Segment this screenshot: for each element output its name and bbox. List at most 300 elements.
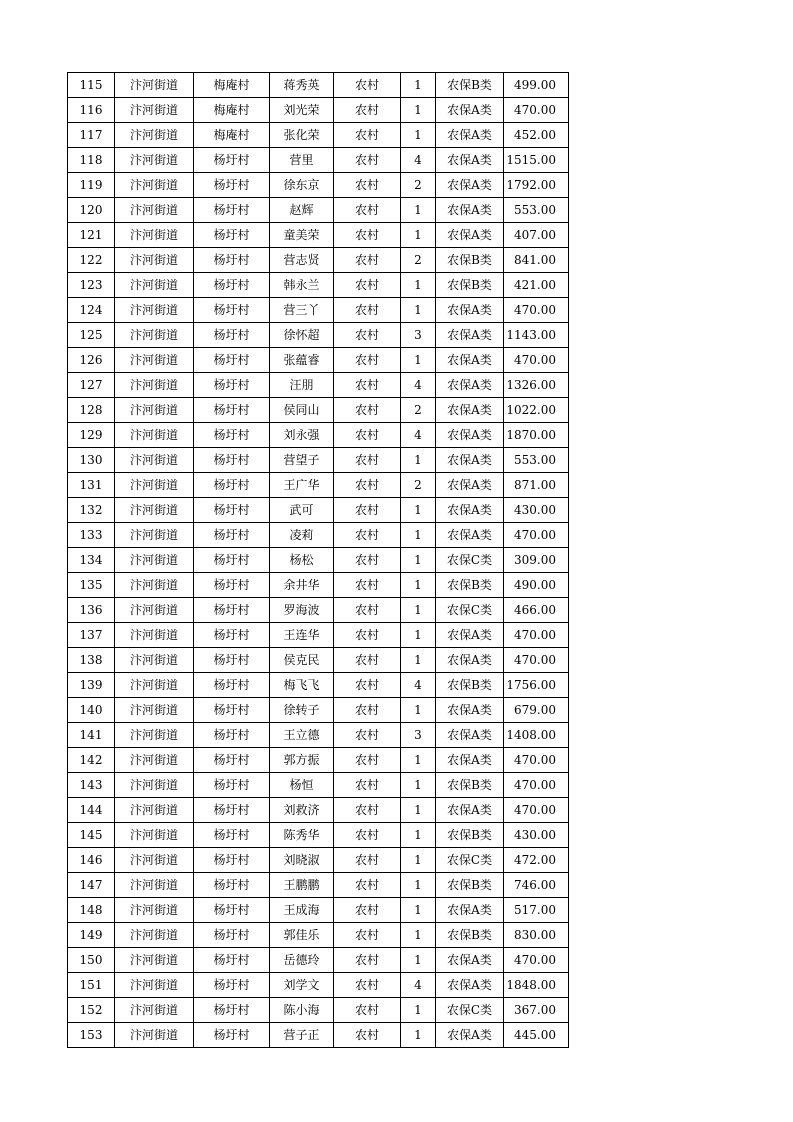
cell-village: 杨圩村 [194, 773, 270, 798]
cell-amount: 470.00 [504, 98, 569, 123]
cell-name: 刘晓淑 [270, 848, 334, 873]
cell-village: 杨圩村 [194, 398, 270, 423]
cell-insurance-category: 农保A类 [436, 98, 504, 123]
cell-name: 徐转子 [270, 698, 334, 723]
cell-area-type: 农村 [334, 498, 401, 523]
table-row [68, 423, 569, 448]
cell-insurance-category: 农保A类 [436, 473, 504, 498]
cell-subdistrict: 汴河街道 [115, 373, 194, 398]
cell-name: 营志贤 [270, 248, 334, 273]
cell-household-size: 1 [401, 598, 436, 623]
cell-village: 杨圩村 [194, 948, 270, 973]
cell-insurance-category: 农保B类 [436, 873, 504, 898]
cell-insurance-category: 农保C类 [436, 548, 504, 573]
cell-name: 汪朋 [270, 373, 334, 398]
cell-amount: 517.00 [504, 898, 569, 923]
cell-household-size: 4 [401, 673, 436, 698]
cell-household-size: 2 [401, 398, 436, 423]
cell-amount: 490.00 [504, 573, 569, 598]
cell-area-type: 农村 [334, 623, 401, 648]
cell-amount: 1848.00 [504, 973, 569, 998]
cell-area-type: 农村 [334, 548, 401, 573]
cell-subdistrict: 汴河街道 [115, 623, 194, 648]
table-row [68, 448, 569, 473]
table-row [68, 598, 569, 623]
cell-insurance-category: 农保A类 [436, 323, 504, 348]
cell-index: 151 [68, 973, 115, 998]
cell-village: 杨圩村 [194, 723, 270, 748]
cell-area-type: 农村 [334, 823, 401, 848]
cell-subdistrict: 汴河街道 [115, 348, 194, 373]
table-row [68, 498, 569, 523]
cell-insurance-category: 农保C类 [436, 598, 504, 623]
cell-index: 125 [68, 323, 115, 348]
cell-index: 127 [68, 373, 115, 398]
cell-subdistrict: 汴河街道 [115, 423, 194, 448]
cell-area-type: 农村 [334, 923, 401, 948]
cell-amount: 309.00 [504, 548, 569, 573]
cell-name: 蒋秀英 [270, 73, 334, 98]
cell-index: 121 [68, 223, 115, 248]
cell-subdistrict: 汴河街道 [115, 73, 194, 98]
table-row [68, 148, 569, 173]
cell-household-size: 1 [401, 848, 436, 873]
cell-household-size: 1 [401, 748, 436, 773]
cell-name: 赵辉 [270, 198, 334, 223]
cell-area-type: 农村 [334, 123, 401, 148]
table-row [68, 923, 569, 948]
cell-village: 杨圩村 [194, 798, 270, 823]
cell-village: 梅庵村 [194, 73, 270, 98]
cell-insurance-category: 农保B类 [436, 923, 504, 948]
cell-insurance-category: 农保A类 [436, 948, 504, 973]
cell-household-size: 1 [401, 573, 436, 598]
cell-amount: 1326.00 [504, 373, 569, 398]
cell-index: 144 [68, 798, 115, 823]
cell-amount: 1870.00 [504, 423, 569, 448]
cell-village: 杨圩村 [194, 323, 270, 348]
cell-amount: 430.00 [504, 498, 569, 523]
cell-insurance-category: 农保A类 [436, 623, 504, 648]
cell-village: 杨圩村 [194, 823, 270, 848]
cell-area-type: 农村 [334, 798, 401, 823]
cell-name: 刘永强 [270, 423, 334, 448]
table-row [68, 648, 569, 673]
cell-village: 杨圩村 [194, 298, 270, 323]
cell-insurance-category: 农保A类 [436, 398, 504, 423]
table-row [68, 173, 569, 198]
cell-index: 132 [68, 498, 115, 523]
cell-village: 杨圩村 [194, 998, 270, 1023]
cell-index: 134 [68, 548, 115, 573]
cell-subdistrict: 汴河街道 [115, 598, 194, 623]
cell-insurance-category: 农保B类 [436, 248, 504, 273]
cell-area-type: 农村 [334, 373, 401, 398]
cell-index: 137 [68, 623, 115, 648]
table-row [68, 198, 569, 223]
cell-area-type: 农村 [334, 423, 401, 448]
table-row [68, 223, 569, 248]
cell-index: 148 [68, 898, 115, 923]
cell-name: 张化荣 [270, 123, 334, 148]
cell-village: 杨圩村 [194, 273, 270, 298]
table-row [68, 298, 569, 323]
table-row [68, 548, 569, 573]
cell-subdistrict: 汴河街道 [115, 973, 194, 998]
cell-area-type: 农村 [334, 573, 401, 598]
cell-village: 梅庵村 [194, 98, 270, 123]
cell-index: 147 [68, 873, 115, 898]
cell-amount: 470.00 [504, 748, 569, 773]
cell-village: 杨圩村 [194, 473, 270, 498]
cell-subdistrict: 汴河街道 [115, 548, 194, 573]
cell-amount: 1515.00 [504, 148, 569, 173]
cell-name: 陈小海 [270, 998, 334, 1023]
cell-index: 124 [68, 298, 115, 323]
table-row [68, 798, 569, 823]
cell-subdistrict: 汴河街道 [115, 223, 194, 248]
cell-insurance-category: 农保C类 [436, 848, 504, 873]
cell-village: 杨圩村 [194, 673, 270, 698]
cell-amount: 499.00 [504, 73, 569, 98]
cell-village: 杨圩村 [194, 698, 270, 723]
cell-village: 杨圩村 [194, 148, 270, 173]
cell-subdistrict: 汴河街道 [115, 198, 194, 223]
cell-insurance-category: 农保A类 [436, 1023, 504, 1048]
table-row [68, 1023, 569, 1048]
cell-subdistrict: 汴河街道 [115, 448, 194, 473]
table-row [68, 323, 569, 348]
cell-village: 杨圩村 [194, 373, 270, 398]
cell-village: 杨圩村 [194, 548, 270, 573]
table-row [68, 623, 569, 648]
cell-area-type: 农村 [334, 273, 401, 298]
table-row [68, 773, 569, 798]
cell-subdistrict: 汴河街道 [115, 648, 194, 673]
cell-amount: 871.00 [504, 473, 569, 498]
cell-subdistrict: 汴河街道 [115, 798, 194, 823]
cell-amount: 470.00 [504, 773, 569, 798]
cell-village: 杨圩村 [194, 973, 270, 998]
cell-village: 杨圩村 [194, 198, 270, 223]
cell-amount: 445.00 [504, 1023, 569, 1048]
cell-insurance-category: 农保A类 [436, 448, 504, 473]
cell-village: 杨圩村 [194, 623, 270, 648]
cell-area-type: 农村 [334, 523, 401, 548]
table-row [68, 523, 569, 548]
cell-index: 115 [68, 73, 115, 98]
cell-village: 杨圩村 [194, 748, 270, 773]
cell-subdistrict: 汴河街道 [115, 273, 194, 298]
cell-household-size: 2 [401, 173, 436, 198]
cell-area-type: 农村 [334, 998, 401, 1023]
cell-insurance-category: 农保B类 [436, 673, 504, 698]
cell-village: 杨圩村 [194, 923, 270, 948]
cell-name: 韩永兰 [270, 273, 334, 298]
records-table-body [68, 73, 569, 1048]
cell-household-size: 4 [401, 973, 436, 998]
cell-household-size: 1 [401, 1023, 436, 1048]
cell-subdistrict: 汴河街道 [115, 98, 194, 123]
cell-name: 郭佳乐 [270, 923, 334, 948]
cell-household-size: 1 [401, 923, 436, 948]
cell-index: 153 [68, 1023, 115, 1048]
cell-name: 刘救济 [270, 798, 334, 823]
cell-household-size: 1 [401, 523, 436, 548]
cell-amount: 746.00 [504, 873, 569, 898]
cell-index: 143 [68, 773, 115, 798]
cell-area-type: 农村 [334, 198, 401, 223]
table-row [68, 248, 569, 273]
cell-name: 余井华 [270, 573, 334, 598]
cell-index: 136 [68, 598, 115, 623]
cell-area-type: 农村 [334, 223, 401, 248]
cell-index: 140 [68, 698, 115, 723]
cell-name: 侯克民 [270, 648, 334, 673]
cell-name: 武可 [270, 498, 334, 523]
cell-household-size: 3 [401, 723, 436, 748]
cell-area-type: 农村 [334, 398, 401, 423]
cell-subdistrict: 汴河街道 [115, 998, 194, 1023]
cell-index: 133 [68, 523, 115, 548]
table-row [68, 973, 569, 998]
cell-household-size: 1 [401, 798, 436, 823]
cell-name: 王鹏鹏 [270, 873, 334, 898]
cell-area-type: 农村 [334, 773, 401, 798]
table-row [68, 473, 569, 498]
cell-insurance-category: 农保A类 [436, 698, 504, 723]
cell-index: 129 [68, 423, 115, 448]
cell-village: 杨圩村 [194, 248, 270, 273]
cell-subdistrict: 汴河街道 [115, 523, 194, 548]
cell-subdistrict: 汴河街道 [115, 173, 194, 198]
cell-insurance-category: 农保B类 [436, 273, 504, 298]
cell-index: 139 [68, 673, 115, 698]
cell-insurance-category: 农保A类 [436, 798, 504, 823]
cell-area-type: 农村 [334, 898, 401, 923]
cell-subdistrict: 汴河街道 [115, 773, 194, 798]
cell-village: 杨圩村 [194, 848, 270, 873]
cell-index: 142 [68, 748, 115, 773]
cell-subdistrict: 汴河街道 [115, 748, 194, 773]
cell-area-type: 农村 [334, 173, 401, 198]
cell-village: 杨圩村 [194, 348, 270, 373]
table-row [68, 698, 569, 723]
cell-amount: 841.00 [504, 248, 569, 273]
cell-index: 123 [68, 273, 115, 298]
cell-area-type: 农村 [334, 698, 401, 723]
cell-village: 杨圩村 [194, 648, 270, 673]
cell-subdistrict: 汴河街道 [115, 573, 194, 598]
cell-insurance-category: 农保A类 [436, 648, 504, 673]
cell-subdistrict: 汴河街道 [115, 723, 194, 748]
cell-subdistrict: 汴河街道 [115, 898, 194, 923]
cell-household-size: 1 [401, 623, 436, 648]
cell-household-size: 1 [401, 498, 436, 523]
cell-household-size: 4 [401, 373, 436, 398]
cell-amount: 430.00 [504, 823, 569, 848]
cell-village: 杨圩村 [194, 898, 270, 923]
cell-subdistrict: 汴河街道 [115, 873, 194, 898]
records-table [67, 72, 569, 1048]
cell-village: 杨圩村 [194, 573, 270, 598]
cell-insurance-category: 农保A类 [436, 373, 504, 398]
cell-area-type: 农村 [334, 323, 401, 348]
cell-area-type: 农村 [334, 598, 401, 623]
cell-index: 138 [68, 648, 115, 673]
cell-index: 150 [68, 948, 115, 973]
cell-village: 杨圩村 [194, 448, 270, 473]
cell-name: 梅飞飞 [270, 673, 334, 698]
cell-area-type: 农村 [334, 848, 401, 873]
cell-amount: 452.00 [504, 123, 569, 148]
cell-amount: 553.00 [504, 448, 569, 473]
cell-name: 营子正 [270, 1023, 334, 1048]
cell-area-type: 农村 [334, 298, 401, 323]
cell-amount: 470.00 [504, 623, 569, 648]
cell-area-type: 农村 [334, 248, 401, 273]
table-row [68, 673, 569, 698]
cell-household-size: 2 [401, 248, 436, 273]
cell-insurance-category: 农保A类 [436, 523, 504, 548]
cell-village: 杨圩村 [194, 173, 270, 198]
cell-household-size: 1 [401, 698, 436, 723]
cell-name: 徐怀超 [270, 323, 334, 348]
cell-amount: 1792.00 [504, 173, 569, 198]
cell-index: 119 [68, 173, 115, 198]
cell-subdistrict: 汴河街道 [115, 948, 194, 973]
cell-insurance-category: 农保A类 [436, 898, 504, 923]
cell-household-size: 1 [401, 998, 436, 1023]
cell-insurance-category: 农保A类 [436, 748, 504, 773]
cell-village: 杨圩村 [194, 423, 270, 448]
cell-household-size: 1 [401, 448, 436, 473]
cell-household-size: 1 [401, 273, 436, 298]
cell-household-size: 1 [401, 773, 436, 798]
cell-name: 王连华 [270, 623, 334, 648]
cell-village: 杨圩村 [194, 1023, 270, 1048]
cell-area-type: 农村 [334, 948, 401, 973]
cell-index: 118 [68, 148, 115, 173]
cell-index: 120 [68, 198, 115, 223]
cell-insurance-category: 农保A类 [436, 223, 504, 248]
cell-name: 王成海 [270, 898, 334, 923]
cell-household-size: 4 [401, 148, 436, 173]
cell-index: 122 [68, 248, 115, 273]
cell-household-size: 1 [401, 823, 436, 848]
table-row [68, 948, 569, 973]
cell-index: 149 [68, 923, 115, 948]
cell-amount: 421.00 [504, 273, 569, 298]
cell-subdistrict: 汴河街道 [115, 248, 194, 273]
cell-name: 刘学文 [270, 973, 334, 998]
cell-insurance-category: 农保A类 [436, 198, 504, 223]
cell-amount: 830.00 [504, 923, 569, 948]
table-row [68, 898, 569, 923]
cell-insurance-category: 农保B类 [436, 773, 504, 798]
cell-name: 王广华 [270, 473, 334, 498]
cell-subdistrict: 汴河街道 [115, 1023, 194, 1048]
cell-name: 营里 [270, 148, 334, 173]
cell-subdistrict: 汴河街道 [115, 498, 194, 523]
cell-area-type: 农村 [334, 1023, 401, 1048]
cell-village: 杨圩村 [194, 498, 270, 523]
table-row [68, 748, 569, 773]
table-row [68, 373, 569, 398]
cell-area-type: 农村 [334, 73, 401, 98]
cell-household-size: 1 [401, 98, 436, 123]
cell-area-type: 农村 [334, 148, 401, 173]
table-row [68, 398, 569, 423]
cell-subdistrict: 汴河街道 [115, 398, 194, 423]
cell-amount: 1756.00 [504, 673, 569, 698]
cell-index: 135 [68, 573, 115, 598]
cell-area-type: 农村 [334, 98, 401, 123]
cell-name: 营望子 [270, 448, 334, 473]
cell-name: 童美荣 [270, 223, 334, 248]
table-row [68, 873, 569, 898]
cell-village: 杨圩村 [194, 598, 270, 623]
cell-amount: 470.00 [504, 523, 569, 548]
cell-area-type: 农村 [334, 873, 401, 898]
cell-amount: 470.00 [504, 348, 569, 373]
cell-amount: 470.00 [504, 798, 569, 823]
cell-amount: 466.00 [504, 598, 569, 623]
cell-household-size: 4 [401, 423, 436, 448]
cell-name: 岳德玲 [270, 948, 334, 973]
table-row [68, 98, 569, 123]
cell-subdistrict: 汴河街道 [115, 673, 194, 698]
cell-insurance-category: 农保A类 [436, 173, 504, 198]
cell-name: 郭方振 [270, 748, 334, 773]
cell-name: 刘光荣 [270, 98, 334, 123]
cell-household-size: 1 [401, 548, 436, 573]
cell-amount: 1143.00 [504, 323, 569, 348]
cell-amount: 472.00 [504, 848, 569, 873]
cell-area-type: 农村 [334, 673, 401, 698]
cell-household-size: 1 [401, 648, 436, 673]
cell-name: 侯同山 [270, 398, 334, 423]
cell-index: 117 [68, 123, 115, 148]
cell-area-type: 农村 [334, 648, 401, 673]
cell-insurance-category: 农保A类 [436, 423, 504, 448]
cell-subdistrict: 汴河街道 [115, 323, 194, 348]
cell-amount: 679.00 [504, 698, 569, 723]
cell-household-size: 1 [401, 873, 436, 898]
cell-insurance-category: 农保A类 [436, 498, 504, 523]
cell-area-type: 农村 [334, 448, 401, 473]
cell-insurance-category: 农保C类 [436, 998, 504, 1023]
cell-index: 128 [68, 398, 115, 423]
cell-amount: 470.00 [504, 298, 569, 323]
cell-household-size: 2 [401, 473, 436, 498]
cell-index: 146 [68, 848, 115, 873]
cell-household-size: 1 [401, 123, 436, 148]
cell-insurance-category: 农保B类 [436, 573, 504, 598]
cell-amount: 1408.00 [504, 723, 569, 748]
cell-insurance-category: 农保B类 [436, 823, 504, 848]
cell-amount: 470.00 [504, 648, 569, 673]
table-row [68, 348, 569, 373]
cell-index: 141 [68, 723, 115, 748]
cell-index: 126 [68, 348, 115, 373]
cell-area-type: 农村 [334, 748, 401, 773]
cell-area-type: 农村 [334, 973, 401, 998]
cell-index: 116 [68, 98, 115, 123]
cell-area-type: 农村 [334, 348, 401, 373]
cell-household-size: 1 [401, 198, 436, 223]
cell-household-size: 1 [401, 223, 436, 248]
